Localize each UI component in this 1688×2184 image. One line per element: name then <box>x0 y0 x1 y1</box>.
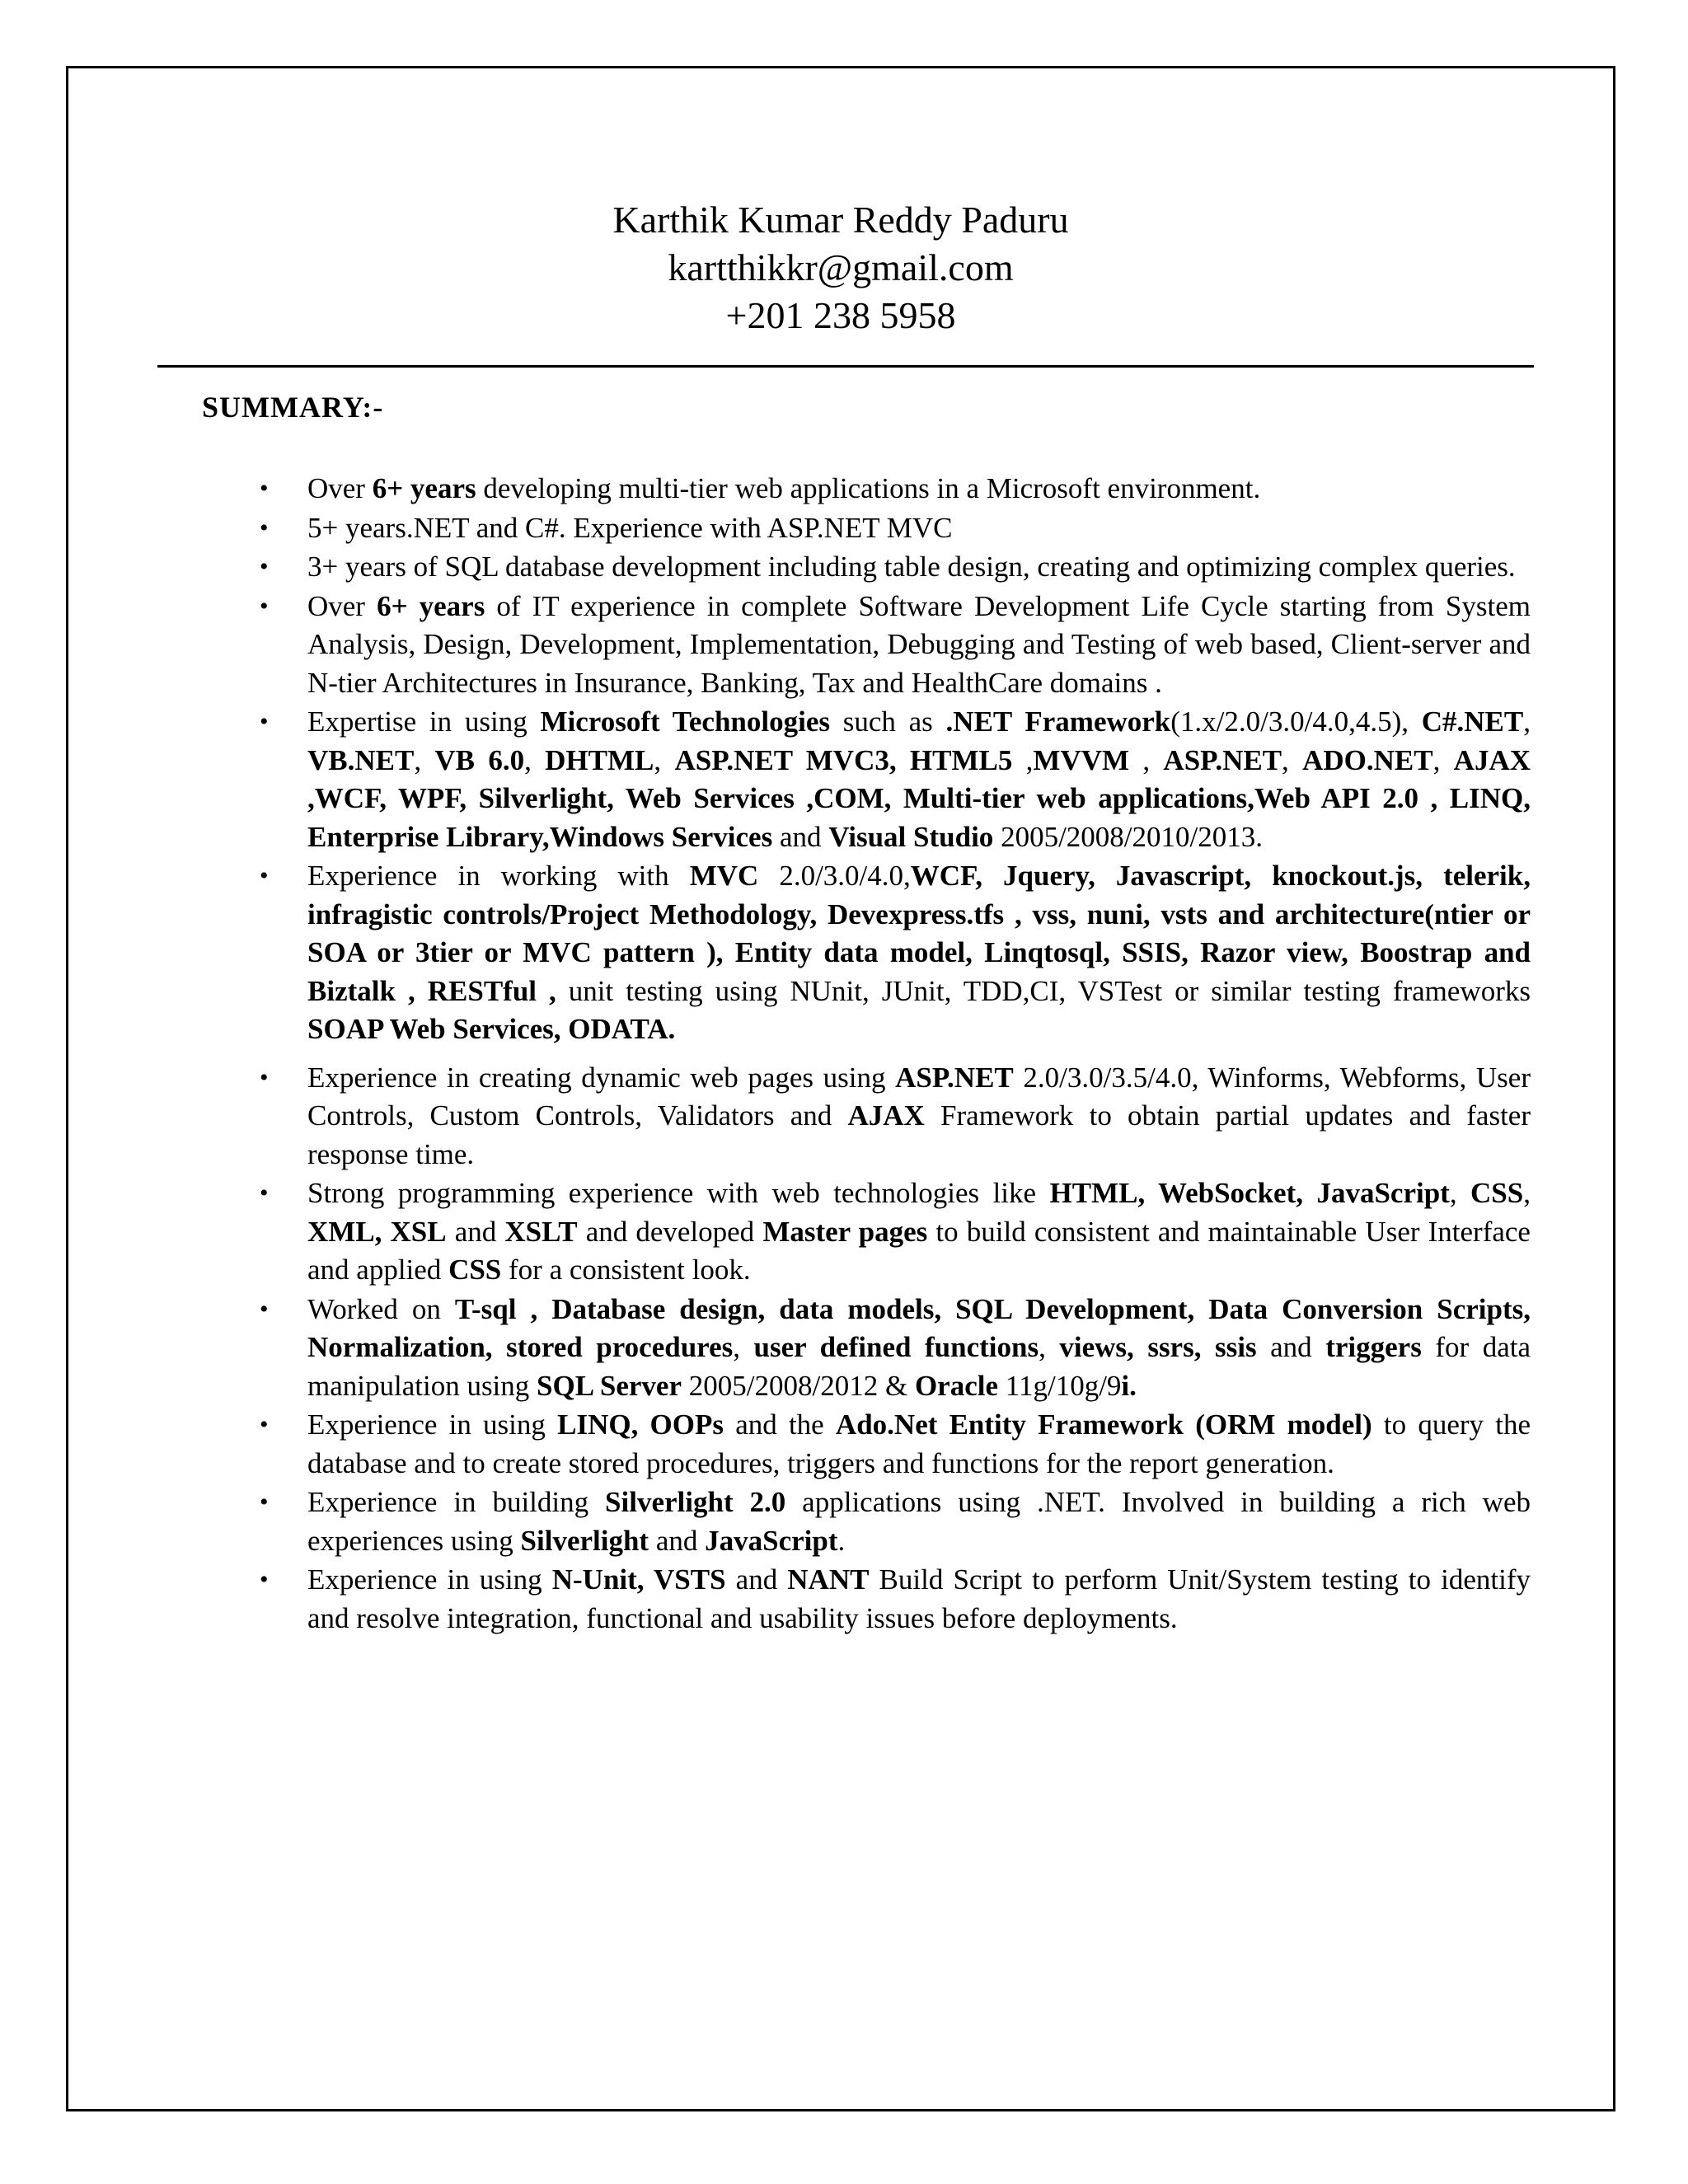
summary-text: Experience in working with <box>307 860 690 892</box>
summary-item <box>260 509 1531 548</box>
summary-text: 11g/10g/9 <box>998 1369 1122 1402</box>
summary-heading: SUMMARY:- <box>202 391 384 424</box>
summary-item <box>260 1483 1531 1560</box>
summary-bold-text: ADO.NET <box>1302 743 1433 776</box>
summary-text: , <box>1523 1177 1531 1209</box>
summary-item <box>260 1174 1531 1290</box>
summary-item <box>260 588 1531 703</box>
summary-bold-text: ASP.NET <box>1163 743 1282 776</box>
summary-bold-text: views, ssrs, ssis <box>1059 1331 1257 1363</box>
summary-bold-text: C#.NET <box>1421 705 1524 738</box>
summary-text: and <box>772 820 829 853</box>
resume-page <box>66 66 1615 2111</box>
summary-text: developing multi-tier web applications in a Microsoft environment. <box>476 472 1261 504</box>
bullet-icon: • <box>260 592 269 620</box>
bullet-icon: • <box>260 708 269 735</box>
summary-item <box>260 470 1531 509</box>
summary-bold-text: LINQ, OOPs <box>557 1408 724 1441</box>
summary-text: , <box>1039 1331 1060 1363</box>
summary-text: Expertise in using <box>307 705 541 738</box>
summary-text: to query the database and to create stored procedures, triggers and functions for the report generation. <box>307 1408 1531 1479</box>
bullet-icon: • <box>260 1179 269 1207</box>
summary-text: , <box>654 743 675 776</box>
summary-text: , <box>1012 743 1034 776</box>
summary-item <box>260 1291 1531 1406</box>
summary-text: Strong programming experience with web technologies like <box>307 1177 1050 1209</box>
summary-bold-text: Visual Studio <box>828 820 994 853</box>
summary-text: and <box>649 1524 706 1557</box>
summary-bold-text: Silverlight 2.0 <box>605 1486 786 1518</box>
summary-text: 2005/2008/2012 & <box>682 1369 915 1402</box>
bullet-icon: • <box>260 1411 269 1438</box>
summary-bold-text: VB.NET <box>307 743 415 776</box>
summary-bold-text: WCF, Jquery, Javascript, knockout.js, telerik, infragistic controls/Project Methodology, Devexpress.tfs , vss, nuni, vsts and architecture(ntier or SOA or 3tier or MVC pattern ), Entity data model, Linqtosql, SSIS, Razor view, Boostrap and Biztalk , RESTful , <box>307 860 1531 1007</box>
candidate-name: Karthik Kumar Reddy Paduru <box>612 199 1069 241</box>
summary-text: , <box>524 743 546 776</box>
summary-text: Experience in creating dynamic web pages using <box>307 1061 896 1094</box>
summary-text: Build Script to perform Unit/System testing to identify and resolve integration, functional and usability issues before deployments. <box>307 1563 1531 1634</box>
summary-bold-text: VB 6.0 <box>434 743 525 776</box>
summary-text: and the <box>723 1408 836 1441</box>
summary-bold-text: Oracle <box>914 1369 999 1402</box>
summary-bold-text: ASP.NET <box>895 1061 1014 1094</box>
summary-text: Over <box>307 589 377 622</box>
summary-text: , <box>1282 743 1303 776</box>
summary-bold-text: 6+ years <box>372 472 476 504</box>
summary-text: Over <box>307 472 373 504</box>
summary-text: Worked on <box>307 1292 455 1325</box>
summary-bold-text: T-sql , Database design, data models, SQL Development, Data Conversion Scripts, Normalization, stored procedures <box>307 1292 1531 1363</box>
summary-item <box>260 857 1531 1049</box>
contact-header <box>68 196 1613 340</box>
bullet-icon: • <box>260 475 269 502</box>
summary-text: Experience in building <box>307 1486 606 1518</box>
summary-bold-text: N-Unit, VSTS <box>551 1563 726 1596</box>
summary-bold-text: JavaScript <box>705 1524 838 1557</box>
summary-item <box>260 1406 1531 1483</box>
summary-text: , <box>414 743 435 776</box>
summary-text: 3+ years of SQL database development including table design, creating and optimizing complex queries. <box>307 551 1516 583</box>
summary-text: , <box>1523 705 1531 738</box>
summary-bold-text: AJAX <box>847 1099 925 1132</box>
summary-bold-text: HTML, WebSocket, JavaScript <box>1049 1177 1450 1209</box>
summary-text: of IT experience in complete Software Development Life Cycle starting from System Analysis, Design, Development, Implementation, Debugging and Testing of web based, Client-server and N-tier Architectures in Insurance, Banking, Tax and HealthCare domains . <box>307 589 1531 699</box>
summary-item <box>260 1561 1531 1638</box>
summary-text: 2005/2008/2010/2013. <box>993 820 1263 853</box>
summary-text: for data manipulation using <box>307 1331 1531 1402</box>
summary-text <box>1184 1408 1195 1441</box>
summary-bold-text: triggers <box>1325 1331 1422 1363</box>
bullet-icon: • <box>260 1063 269 1091</box>
summary-bold-text: Silverlight <box>520 1524 649 1557</box>
bullet-icon: • <box>260 1488 269 1516</box>
summary-item <box>260 1059 1531 1174</box>
summary-bold-text: AJAX ,WCF, WPF, Silverlight, Web Services ,COM, Multi-tier web applications,Web API 2.0 , LINQ, Enterprise Library,Windows Services <box>307 743 1531 853</box>
summary-bold-text: MVC <box>689 860 759 892</box>
summary-text: and <box>446 1215 505 1248</box>
summary-text: 2.0/3.0/4.0, <box>758 860 911 892</box>
summary-text: Framework to obtain partial updates and faster response time. <box>307 1099 1531 1170</box>
bullet-icon: • <box>260 513 269 541</box>
summary-bold-text: NANT <box>787 1563 870 1596</box>
summary-bold-text: CSS <box>1470 1177 1524 1209</box>
summary-text: and <box>725 1563 788 1596</box>
summary-text: to build consistent and maintainable User Interface and applied <box>307 1215 1531 1286</box>
header-divider <box>157 365 1534 368</box>
summary-text: Experience in using <box>307 1408 558 1441</box>
summary-text: , <box>1449 1177 1471 1209</box>
bullet-icon: • <box>260 553 269 580</box>
summary-text: unit testing using NUnit, JUnit, TDD,CI, VSTest or similar testing frameworks <box>556 974 1531 1007</box>
summary-bold-text: (ORM model) <box>1195 1408 1372 1441</box>
summary-text: , <box>733 1331 754 1363</box>
bullet-icon: • <box>260 862 269 889</box>
summary-bold-text: DHTML <box>545 743 654 776</box>
summary-bold-text: XML, XSL <box>307 1215 447 1248</box>
summary-bold-text: CSS <box>448 1254 502 1286</box>
summary-bold-text: Master pages <box>762 1215 928 1248</box>
summary-text: such as <box>829 705 946 738</box>
summary-bold-text: MVVM <box>1033 743 1130 776</box>
summary-bold-text: .NET Framework <box>945 705 1171 738</box>
summary-item <box>260 548 1531 587</box>
summary-item <box>260 703 1531 856</box>
summary-text: applications using .NET. Involved in building a rich web experiences using <box>307 1486 1531 1557</box>
summary-bold-text: Ado.Net Entity Framework <box>835 1408 1184 1441</box>
summary-bold-text: user defined functions <box>753 1331 1039 1363</box>
bullet-icon: • <box>260 1295 269 1323</box>
summary-text: (1.x/2.0/3.0/4.0,4.5), <box>1170 705 1422 738</box>
summary-bold-text: i. <box>1121 1369 1137 1402</box>
summary-text: and developed <box>577 1215 763 1248</box>
phone-number: +201 238 5958 <box>725 294 956 336</box>
summary-text: for a consistent look. <box>501 1254 751 1286</box>
summary-bold-text: 6+ years <box>377 589 485 622</box>
summary-bold-text: ASP.NET MVC3, HTML5 <box>674 743 1013 776</box>
summary-bold-text: SOAP Web Services, ODATA. <box>307 1013 676 1045</box>
summary-list <box>260 470 1531 1638</box>
bullet-icon: • <box>260 1566 269 1593</box>
summary-text: . <box>837 1524 846 1557</box>
summary-text: 2.0/3.0/3.5/4.0, Winforms, Webforms, User Controls, Custom Controls, Validators and <box>307 1061 1531 1132</box>
summary-bold-text: XSLT <box>504 1215 578 1248</box>
summary-text: 5+ years.NET and C#. Experience with ASP.NET MVC <box>307 511 953 544</box>
summary-bold-text: Microsoft Technologies <box>540 705 830 738</box>
summary-text: Experience in using <box>307 1563 552 1596</box>
summary-text: , <box>1129 743 1164 776</box>
summary-text: , <box>1432 743 1454 776</box>
summary-bold-text: SQL Server <box>537 1369 682 1402</box>
summary-text: and <box>1256 1331 1326 1363</box>
email-address: kartthikkr@gmail.com <box>668 246 1014 288</box>
